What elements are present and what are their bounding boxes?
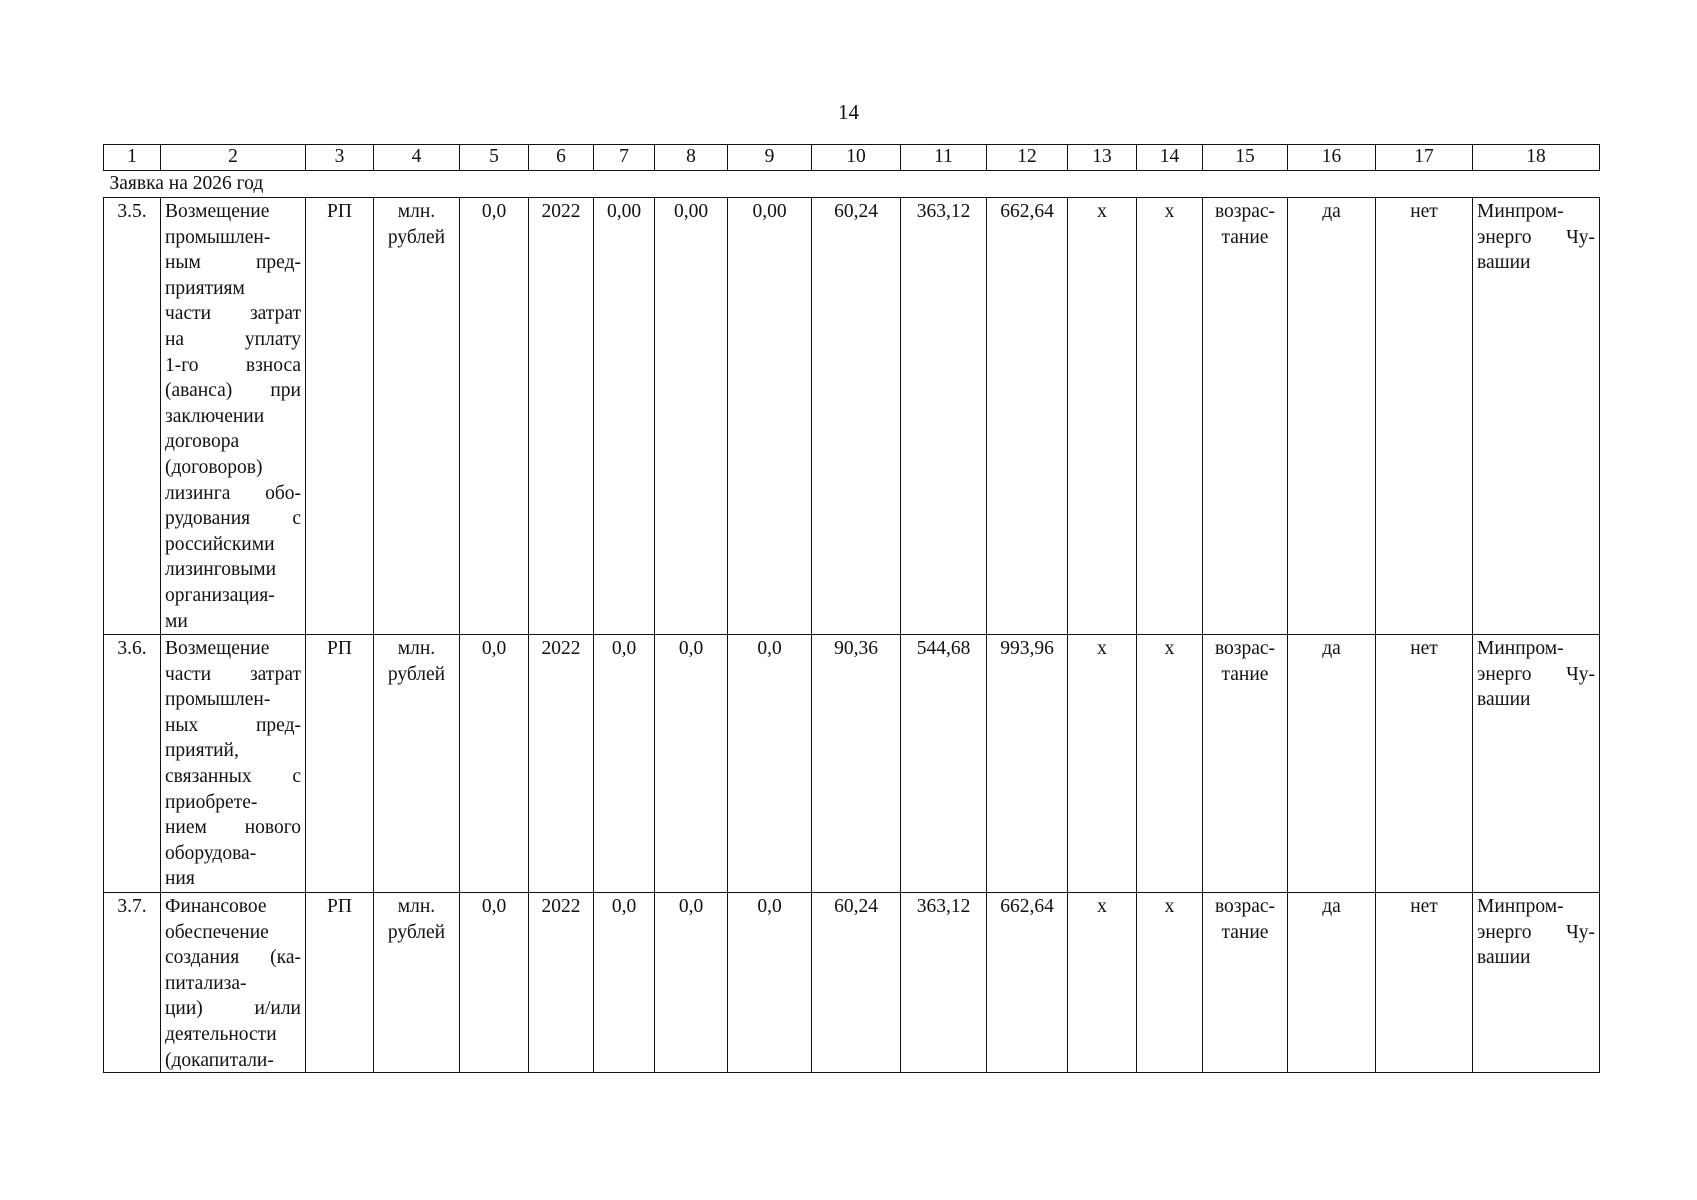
cell-line: ции) и/или: [165, 998, 301, 1020]
cell-line: млн.: [397, 638, 436, 660]
table-row: [104, 893, 1600, 1073]
level-cell: РП: [306, 893, 374, 1073]
value-c16: да: [1288, 893, 1376, 1073]
column-number: 5: [460, 145, 529, 171]
cell-line: организация-: [165, 584, 275, 606]
column-number: 17: [1376, 145, 1473, 171]
column-number: 14: [1137, 145, 1203, 171]
value-c5: 0,0: [460, 198, 529, 635]
cell-line: тание: [1221, 663, 1269, 685]
cell-line: Возмещение: [165, 638, 270, 660]
cell-line: приобрете-: [165, 791, 258, 813]
column-number: 9: [728, 145, 812, 171]
value-c14: х: [1137, 198, 1203, 635]
cell-line: Финансовое: [165, 896, 267, 918]
level-cell: РП: [306, 635, 374, 893]
value-c11: 544,68: [901, 635, 987, 893]
value-c16: да: [1288, 635, 1376, 893]
cell-line: Минпром-: [1477, 896, 1564, 918]
column-number-row: [104, 145, 1600, 171]
cell-line: Минпром-: [1477, 638, 1564, 660]
value-c9: 0,0: [728, 893, 812, 1073]
cell-line: (аванса) при: [165, 380, 301, 402]
value-c12: 662,64: [987, 198, 1068, 635]
cell-line: нием нового: [165, 817, 301, 839]
unit-cell: [374, 893, 460, 1073]
cell-line: млн.: [397, 201, 436, 222]
cell-line: вашии: [1477, 689, 1531, 711]
page-number: 14: [838, 100, 859, 124]
value-c11: 363,12: [901, 893, 987, 1073]
value-c6: 2022: [529, 635, 594, 893]
cell-line: ным пред-: [165, 252, 301, 274]
cell-line: вашии: [1477, 947, 1531, 969]
level-cell: РП: [306, 198, 374, 635]
column-number: 3: [306, 145, 374, 171]
cell-line: связанных с: [165, 766, 301, 788]
value-c7: 0,0: [594, 893, 655, 1073]
row-number: 3.7.: [104, 893, 161, 1073]
cell-line: промышлен-: [165, 226, 271, 248]
cell-line: промышлен-: [165, 689, 271, 711]
cell-line: вашии: [1477, 252, 1531, 274]
column-number: 10: [812, 145, 901, 171]
column-number: 12: [987, 145, 1068, 171]
cell-line: млн.: [397, 896, 436, 918]
column-number: 15: [1203, 145, 1288, 171]
value-c9: 0,00: [728, 198, 812, 635]
responsible-executor: [1473, 198, 1600, 635]
table-row: [104, 635, 1600, 893]
indicator-name: [161, 198, 306, 635]
value-c8: 0,0: [655, 635, 728, 893]
cell-line: на уплату: [165, 328, 301, 350]
column-number: 6: [529, 145, 594, 171]
column-number: 11: [901, 145, 987, 171]
value-c10: 60,24: [812, 893, 901, 1073]
cell-line: возрас-: [1214, 896, 1276, 918]
column-number: 13: [1068, 145, 1137, 171]
cell-line: обеспечение: [165, 921, 269, 943]
cell-line: ния: [165, 868, 195, 890]
value-c13: х: [1068, 893, 1137, 1073]
value-c14: х: [1137, 893, 1203, 1073]
column-number: 4: [374, 145, 460, 171]
value-c9: 0,0: [728, 635, 812, 893]
cell-line: рублей: [387, 226, 446, 248]
cell-line: оборудова-: [165, 842, 257, 864]
responsible-executor: [1473, 893, 1600, 1073]
value-c13: х: [1068, 635, 1137, 893]
trend-cell: [1203, 893, 1288, 1073]
cell-line: питализа-: [165, 972, 247, 994]
value-c5: 0,0: [460, 635, 529, 893]
value-c17: нет: [1376, 893, 1473, 1073]
value-c13: х: [1068, 198, 1137, 635]
value-c17: нет: [1376, 635, 1473, 893]
column-number: 7: [594, 145, 655, 171]
row-number: 3.6.: [104, 635, 161, 893]
cell-line: лизинговыми: [165, 559, 277, 581]
value-c7: 0,00: [594, 198, 655, 635]
value-c17: нет: [1376, 198, 1473, 635]
column-number: 8: [655, 145, 728, 171]
cell-line: энерго Чу-: [1477, 226, 1595, 248]
cell-line: 1-го взноса: [165, 354, 301, 376]
cell-line: тание: [1221, 921, 1269, 943]
section-header-row: [104, 171, 1600, 198]
cell-line: (договоров): [165, 456, 263, 478]
cell-line: части затрат: [165, 663, 301, 685]
cell-line: части затрат: [165, 303, 301, 325]
trend-cell: [1203, 198, 1288, 635]
indicator-name: [161, 635, 306, 893]
table-row: [104, 198, 1600, 635]
row-number: 3.5.: [104, 198, 161, 635]
cell-line: рудования с: [165, 508, 301, 530]
trend-cell: [1203, 635, 1288, 893]
cell-line: приятиям: [165, 277, 245, 299]
column-number: 18: [1473, 145, 1600, 171]
value-c10: 90,36: [812, 635, 901, 893]
value-c8: 0,00: [655, 198, 728, 635]
cell-line: создания (ка-: [165, 947, 301, 969]
value-c16: да: [1288, 198, 1376, 635]
cell-line: ми: [165, 610, 188, 632]
unit-cell: [374, 198, 460, 635]
cell-line: деятельности: [165, 1024, 277, 1045]
cell-line: энерго Чу-: [1477, 663, 1595, 685]
cell-line: Возмещение: [165, 201, 270, 222]
indicator-name: [161, 893, 306, 1073]
value-c5: 0,0: [460, 893, 529, 1073]
column-number: 1: [104, 145, 161, 171]
cell-line: тание: [1221, 226, 1269, 248]
value-c8: 0,0: [655, 893, 728, 1073]
section-title: Заявка на 2026 год: [104, 171, 1600, 198]
cell-line: возрас-: [1214, 201, 1276, 222]
value-c10: 60,24: [812, 198, 901, 635]
cell-line: (докапитали-: [165, 1049, 274, 1071]
value-c7: 0,0: [594, 635, 655, 893]
column-number: 2: [161, 145, 306, 171]
indicators-table: [103, 144, 1600, 1073]
cell-line: договора: [165, 431, 240, 453]
unit-cell: [374, 635, 460, 893]
value-c14: х: [1137, 635, 1203, 893]
value-c12: 993,96: [987, 635, 1068, 893]
value-c6: 2022: [529, 893, 594, 1073]
value-c11: 363,12: [901, 198, 987, 635]
value-c12: 662,64: [987, 893, 1068, 1073]
column-number: 16: [1288, 145, 1376, 171]
cell-line: лизинга обо-: [165, 482, 301, 504]
value-c6: 2022: [529, 198, 594, 635]
cell-line: приятий,: [165, 740, 239, 762]
cell-line: возрас-: [1214, 638, 1276, 660]
cell-line: заключении: [165, 405, 265, 427]
responsible-executor: [1473, 635, 1600, 893]
cell-line: энерго Чу-: [1477, 921, 1595, 943]
cell-line: российскими: [165, 533, 275, 555]
cell-line: рублей: [387, 921, 446, 943]
cell-line: Минпром-: [1477, 201, 1564, 222]
cell-line: ных пред-: [165, 714, 301, 736]
cell-line: рублей: [387, 663, 446, 685]
